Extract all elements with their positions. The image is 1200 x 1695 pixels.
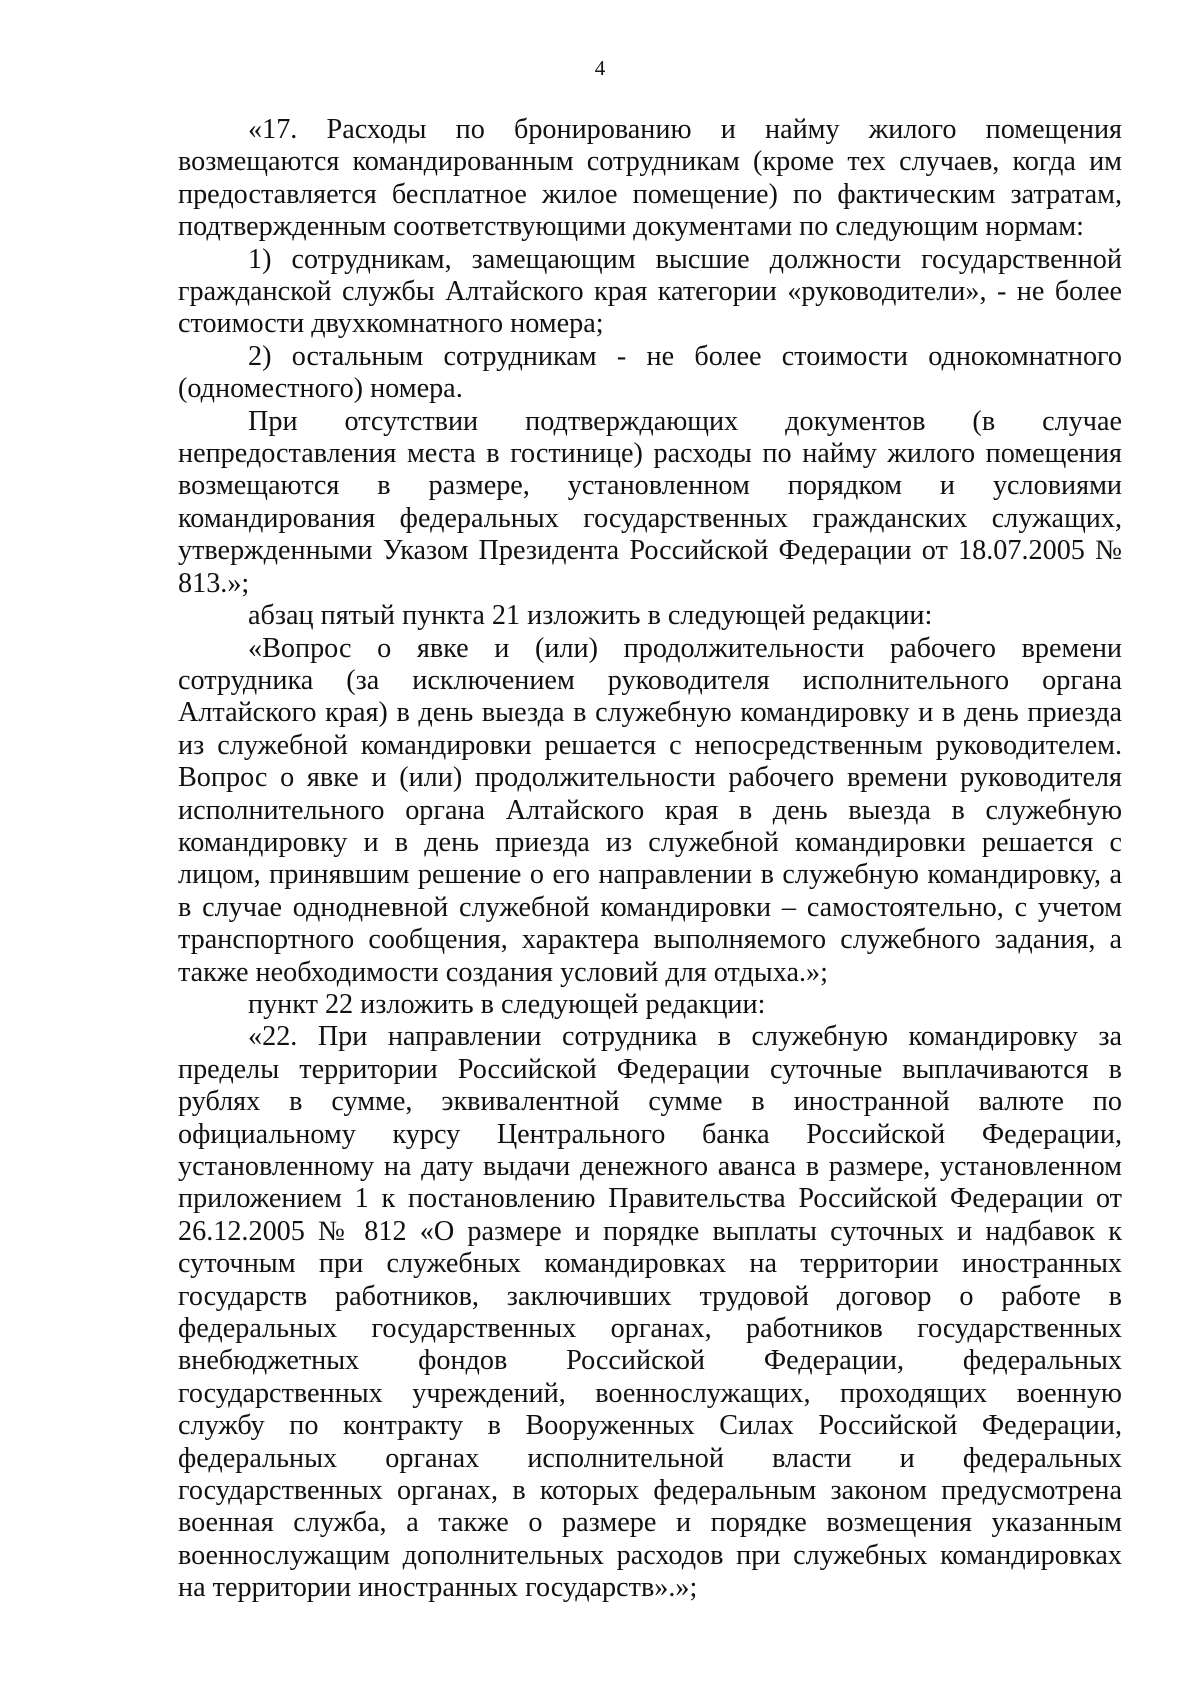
paragraph-amend-21: абзац пятый пункта 21 изложить в следующей редакции: — [248, 600, 933, 632]
paragraph-item-1: 1) сотрудникам, замещающим высшие должности государственной гражданской службы Алтайского края категории «руководители», - не более стоимости двухкомнатного номера; — [178, 243, 1122, 340]
document-body — [178, 114, 1122, 1605]
paragraph-17-intro: «17. Расходы по бронированию и найму жилого помещения возмещаются командированным сотрудникам (кроме тех случаев, когда им предоставляется бесплатное жилое помещение) по фактическим затратам, подтвержденным соответствующими документами по следующим нормам: — [178, 114, 1122, 243]
paragraph-amend-22: пункт 22 изложить в следующей редакции: — [248, 988, 766, 1020]
paragraph-item-2: 2) остальным сотрудникам - не более стоимости однокомнатного (одноместного) номера. — [178, 340, 1122, 405]
page-number: 4 — [594, 56, 606, 80]
paragraph-21-text: «Вопрос о явке и (или) продолжительности рабочего времени сотрудника (за исключением руководителя исполнительного органа Алтайского края) в день выезда в служебную командировку и в день приезда из служебной командировки решается с непосредственным руководителем. Вопрос о явке и (или) продолжительности рабочего времени руководителя исполнительного органа Алтайского края в день выезда в служебную командировку и в день приезда из служебной командировки решается с лицом, принявшим решение о его направлении в служебную командировку, а в случае однодневной служебной командировки – самостоятельно, с учетом транспортного сообщения, характера выполняемого служебного задания, а также необходимости создания условий для отдыха.»; — [178, 632, 1122, 988]
paragraph-no-documents: При отсутствии подтверждающих документов (в случае непредоставления места в гостинице) расходы по найму жилого помещения возмещаются в размере, установленном порядком и условиями командирования федеральных государственных гражданских служащих, утвержденными Указом Президента Российской Федерации от 18.07.2005 № 813.»; — [178, 405, 1122, 599]
paragraph-22-text: «22. При направлении сотрудника в служебную командировку за пределы территории Российской Федерации суточные выплачиваются в рублях в сумме, эквивалентной сумме в иностранной валюте по официальному курсу Центрального банка Российской Федерации, установленному на дату выдачи денежного аванса в размере, установленном приложением 1 к постановлению Правительства Российской Федерации от 26.12.2005 № 812 «О размере и порядке выплаты суточных и надбавок к суточным при служебных командировках на территории иностранных государств работников, заключивших трудовой договор о работе в федеральных государственных органах, работников государственных внебюджетных фондов Российской Федерации, федеральных государственных учреждений, военнослужащих, проходящих военную службу по контракту в Вооруженных Силах Российской Федерации, федеральных органах исполнительной власти и федеральных государственных органах, в которых федеральным законом предусмотрена военная служба, а также о размере и порядке возмещения указанным военнослужащим дополнительных расходов при служебных командировках на территории иностранных государств».»; — [178, 1021, 1122, 1604]
